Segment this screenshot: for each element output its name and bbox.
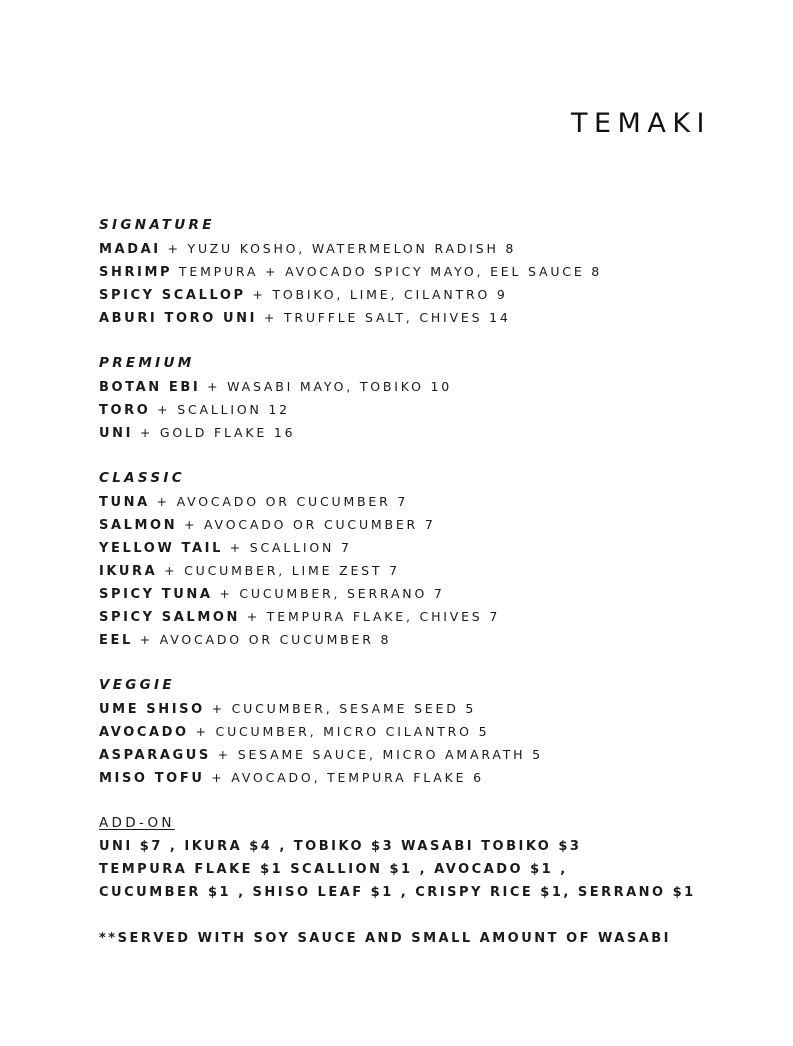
menu-item	[99, 766, 759, 789]
item-description: + AVOCADO OR CUCUMBER 8	[132, 632, 392, 647]
item-name: ABURI TORO UNI	[99, 311, 258, 326]
menu-item	[99, 375, 759, 398]
item-name: SPICY SALMON	[99, 610, 240, 625]
section-heading: PREMIUM	[99, 355, 195, 371]
menu-item	[99, 306, 759, 329]
item-description: + TOBIKO, LIME, CILANTRO 9	[245, 287, 508, 302]
menu-item	[99, 490, 759, 513]
item-description: + AVOCADO OR CUCUMBER 7	[149, 494, 409, 509]
item-description: + GOLD FLAKE 16	[133, 425, 296, 440]
menu-item	[99, 605, 759, 628]
addon-line: TEMPURA FLAKE $1 SCALLION $1 , AVOCADO $1 ,	[99, 862, 568, 877]
menu-item	[99, 536, 759, 559]
menu-item	[99, 398, 759, 421]
item-description: + AVOCADO, TEMPURA FLAKE 6	[204, 770, 484, 785]
item-description: + CUCUMBER, MICRO CILANTRO 5	[188, 724, 490, 739]
item-name: MADAI	[99, 242, 161, 257]
item-description: + TRUFFLE SALT, CHIVES 14	[257, 310, 511, 325]
item-description: + CUCUMBER, SERRANO 7	[212, 586, 445, 601]
item-name: AVOCADO	[99, 725, 189, 740]
section-signature	[99, 214, 759, 329]
serving-note: **SERVED WITH SOY SAUCE AND SMALL AMOUNT OF WASABI	[99, 931, 672, 946]
item-description: + AVOCADO OR CUCUMBER 7	[177, 517, 436, 532]
item-description: + SESAME SAUCE, MICRO AMARATH 5	[210, 747, 543, 762]
item-name: YELLOW TAIL	[99, 541, 223, 556]
section-heading: SIGNATURE	[99, 217, 215, 233]
item-name: BOTAN EBI	[99, 380, 201, 395]
item-description: + WASABI MAYO, TOBIKO 10	[200, 379, 452, 394]
item-description: + TEMPURA FLAKE, CHIVES 7	[239, 609, 501, 624]
menu-item	[99, 628, 759, 651]
section-classic	[99, 467, 759, 651]
section-premium	[99, 352, 759, 444]
item-name: IKURA	[99, 564, 158, 579]
section-heading: ADD-ON	[99, 815, 175, 831]
item-description: + CUCUMBER, SESAME SEED 5	[204, 701, 477, 716]
item-name: UNI	[99, 426, 134, 441]
item-name: EEL	[99, 633, 133, 648]
section-heading: CLASSIC	[99, 470, 185, 486]
menu-title: TEMAKI	[571, 108, 711, 139]
section-heading: VEGGIE	[99, 677, 175, 693]
menu-item	[99, 582, 759, 605]
menu-item	[99, 720, 759, 743]
item-description: + CUCUMBER, LIME ZEST 7	[157, 563, 400, 578]
item-name: TUNA	[99, 495, 150, 510]
menu-item	[99, 513, 759, 536]
section-veggie	[99, 674, 759, 789]
addon-line: CUCUMBER $1 , SHISO LEAF $1 , CRISPY RICE $1, SERRANO $1	[99, 885, 696, 900]
item-name: SHRIMP	[99, 265, 173, 280]
item-description: + YUZU KOSHO, WATERMELON RADISH 8	[160, 241, 517, 256]
item-name: SPICY SCALLOP	[99, 288, 246, 303]
item-description: + SCALLION 12	[150, 402, 290, 417]
menu-item	[99, 559, 759, 582]
item-description: + SCALLION 7	[222, 540, 352, 555]
item-name: SALMON	[99, 518, 178, 533]
item-name: UME SHISO	[99, 702, 205, 717]
menu-item	[99, 283, 759, 306]
item-name: TORO	[99, 403, 151, 418]
menu-item	[99, 743, 759, 766]
section-addon	[99, 812, 759, 904]
item-name: SPICY TUNA	[99, 587, 213, 602]
menu-item	[99, 237, 759, 260]
addon-line: UNI $7 , IKURA $4 , TOBIKO $3 WASABI TOBIKO $3	[99, 839, 582, 854]
menu-item	[99, 697, 759, 720]
menu-item	[99, 421, 759, 444]
item-name: MISO TOFU	[99, 771, 205, 786]
item-name: ASPARAGUS	[99, 748, 211, 763]
menu-body	[99, 214, 759, 950]
menu-item	[99, 260, 759, 283]
item-description: TEMPURA + AVOCADO SPICY MAYO, EEL SAUCE 8	[172, 264, 603, 279]
